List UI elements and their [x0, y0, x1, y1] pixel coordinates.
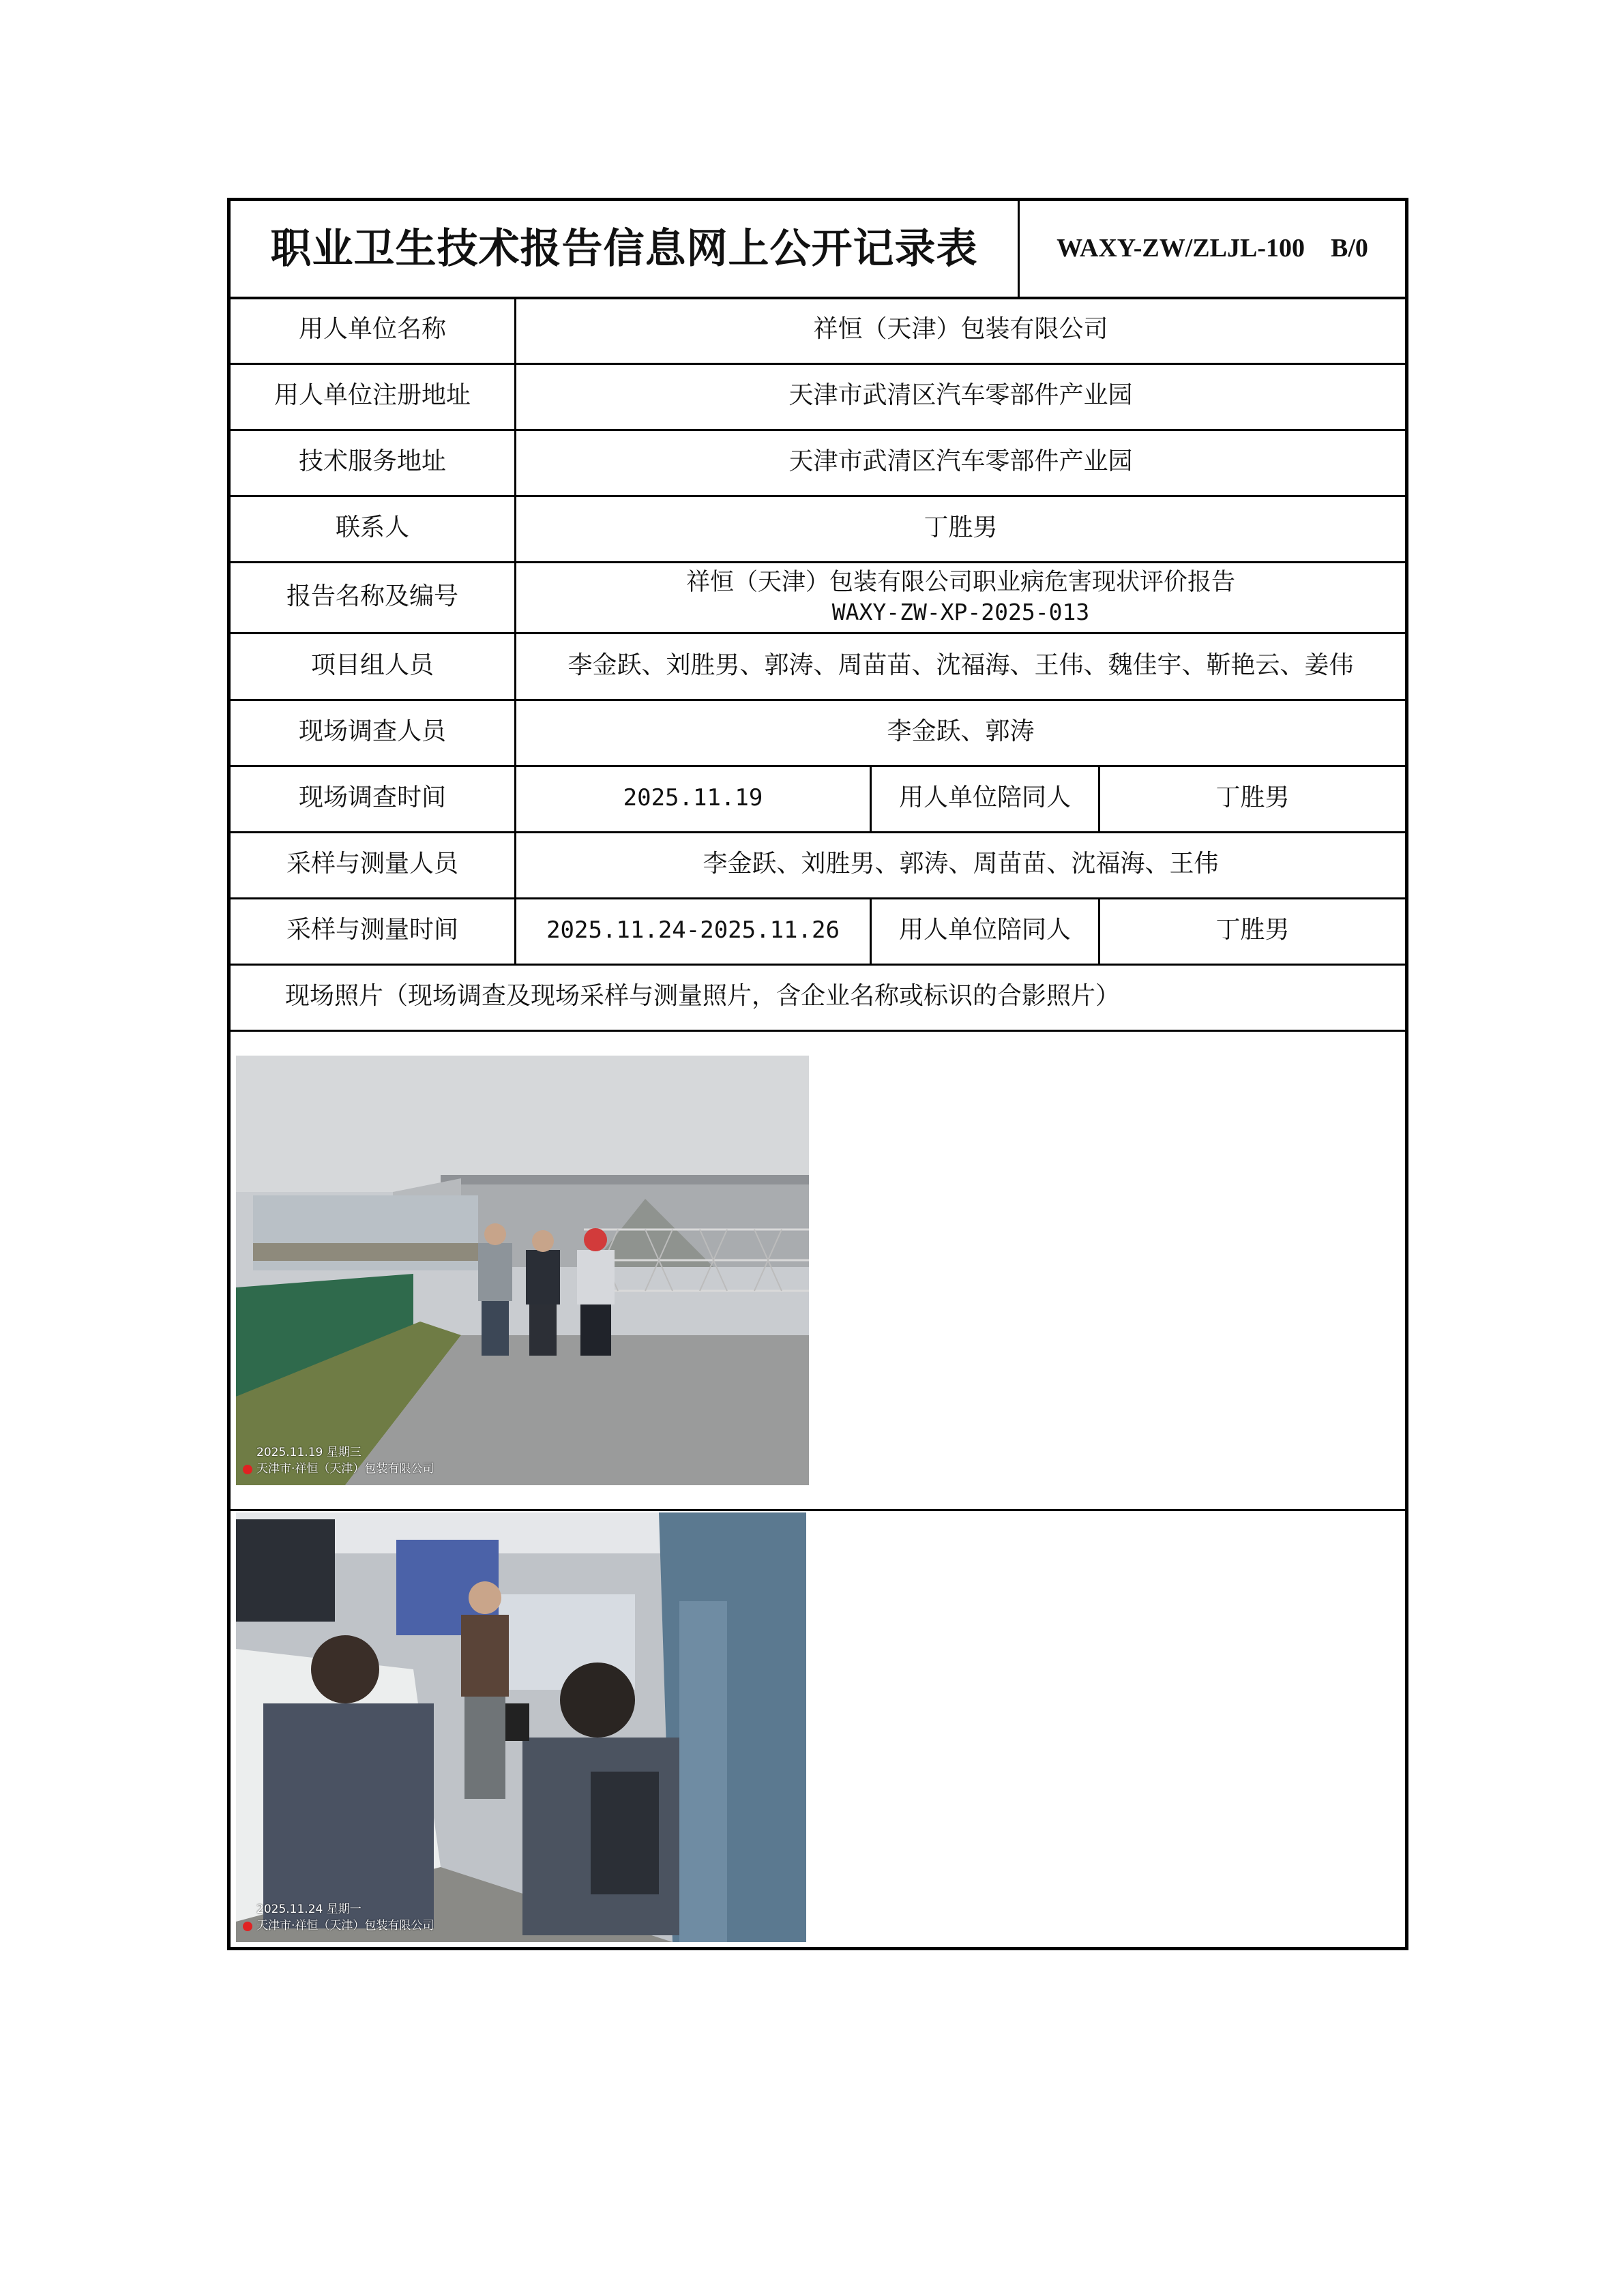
service-address-value: 天津市武清区汽车零部件产业园: [788, 447, 1133, 476]
contact-label: 联系人: [335, 513, 409, 542]
report-label: 报告名称及编号: [286, 582, 458, 610]
photo-caption: [236, 1444, 809, 1485]
sampling-staff-value: 李金跃、刘胜男、郭涛、周苗苗、沈福海、王伟: [703, 850, 1219, 878]
record-form: [227, 198, 1408, 1950]
survey-escort-value: 丁胜男: [1215, 784, 1290, 812]
site-survey-photo-image: [236, 1056, 809, 1485]
survey-escort-label: 用人单位陪同人: [898, 784, 1071, 812]
report-number: WAXY-ZW-XP-2025-013: [831, 599, 1090, 625]
photo-location: 天津市·祥恒（天津）包装有限公司: [256, 1919, 434, 1933]
photo-date: 2025.11.19 星期三: [256, 1446, 361, 1459]
survey-staff-label: 现场调查人员: [298, 717, 446, 746]
report-name: 祥恒（天津）包装有限公司职业病危害现状评价报告: [685, 569, 1235, 596]
form-title: 职业卫生技术报告信息网上公开记录表: [270, 225, 978, 273]
photo-location: 天津市·祥恒（天津）包装有限公司: [256, 1462, 434, 1476]
service-address-label: 技术服务地址: [298, 447, 446, 476]
employer-name-label: 用人单位名称: [298, 315, 446, 344]
registered-address-value: 天津市武清区汽车零部件产业园: [788, 381, 1133, 410]
sampling-time-value: 2025.11.24-2025.11.26: [546, 916, 840, 944]
contact-value: 丁胜男: [924, 513, 998, 542]
photo-caption: [236, 1901, 806, 1942]
sampling-escort-label: 用人单位陪同人: [898, 916, 1071, 944]
registered-address-label: 用人单位注册地址: [274, 381, 471, 410]
photos-section-label: 现场照片（现场调查及现场采样与测量照片，含企业名称或标识的合影照片）: [285, 982, 1121, 1011]
sampling-measurement-photo-image: [236, 1512, 806, 1942]
site-survey-photo: [236, 1056, 809, 1485]
survey-time-label: 现场调查时间: [298, 784, 446, 812]
photo-date: 2025.11.24 星期一: [256, 1903, 361, 1916]
team-label: 项目组人员: [310, 651, 434, 679]
team-value: 李金跃、刘胜男、郭涛、周苗苗、沈福海、王伟、魏佳宇、靳艳云、姜伟: [567, 651, 1354, 679]
survey-staff-value: 李金跃、郭涛: [887, 717, 1035, 746]
sampling-time-label: 采样与测量时间: [286, 916, 458, 944]
survey-time-value: 2025.11.19: [623, 784, 763, 812]
form-code: WAXY-ZW/ZLJL-100 B/0: [1057, 234, 1368, 263]
sampling-escort-value: 丁胜男: [1215, 916, 1290, 944]
sampling-staff-label: 采样与测量人员: [286, 850, 458, 878]
employer-name-value: 祥恒（天津）包装有限公司: [813, 315, 1108, 344]
report-value: [516, 561, 1405, 632]
sampling-measurement-photo: [236, 1512, 806, 1942]
